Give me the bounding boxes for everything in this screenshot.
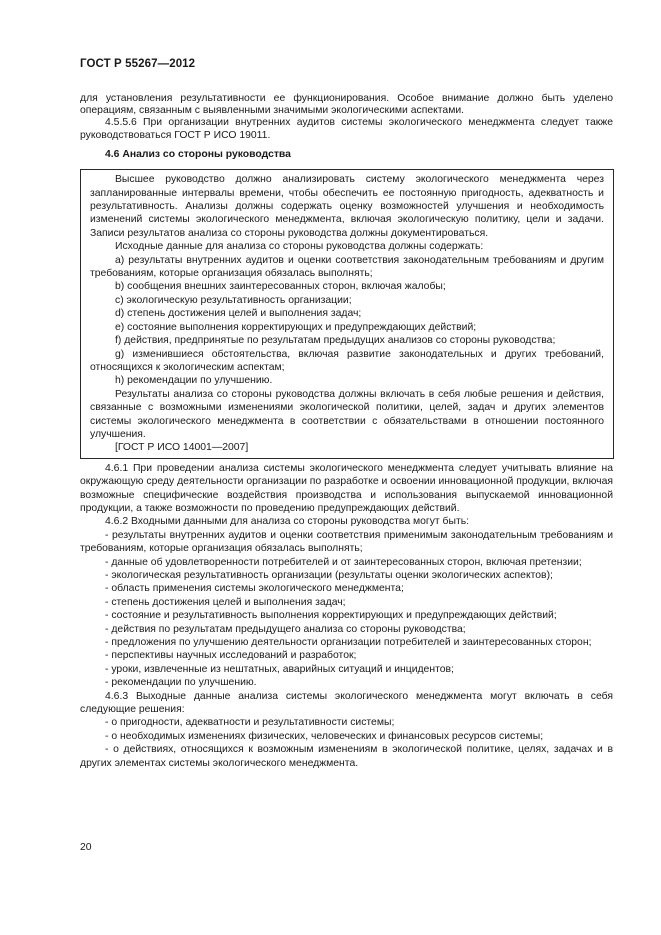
body-list-item: - действия по результатам предыдущего анализа со стороны руководства; [105,623,466,635]
page-number: 20 [80,842,92,853]
body-list-item: - состояние и результативность выполнения корректирующих и предупреждающих действий; [105,610,557,622]
body-list-item: - экологическая результативность организации (результаты оценки экологических аспектов); [105,570,553,581]
document-header: ГОСТ Р 55267—2012 [80,58,196,70]
box-list-item: a) результаты внутренних аудитов и оценки соответствия законодательным требованиям и другим требованиям, которые организация обязалась выполнять; [90,254,604,280]
body-list-item: - степень достижения целей и выполнения задач; [105,596,346,608]
box-list-item: d) степень достижения целей и выполнения задач; [115,308,362,320]
page-content [80,93,613,770]
intro-paragraph: 4.5.5.6 При организации внутренних аудитов системы экологического менеджмента следует также руководствоваться ГОСТ Р ИСО 19011. [80,117,613,141]
body-paragraph: 4.6.2 Входными данными для анализа со стороны руководства могут быть: [105,516,470,528]
box-list-item: f) действия, предпринятые по результатам предыдущих анализов со стороны руководства; [115,335,556,347]
box-list-item: c) экологическую результативность организации; [115,294,352,306]
box-list-item: h) рекомендации по улучшению. [115,375,273,387]
body-list-item: - уроки, извлеченные из нештатных, аварийных ситуаций и инцидентов; [105,663,454,675]
box-list-item: b) сообщения внешних заинтересованных сторон, включая жалобы; [115,281,446,293]
body-paragraph: 4.6.1 При проведении анализа системы экологического менеджмента следует учитывать влияние на окружающую среду деятельности организации по разработке и освоении инновационной продукции, включая возможные специфические воздействия производства и использования выпускаемой инновационной продукции, а также возможности по проведению предупреждающих действий. [80,462,613,514]
body-list-item: - данные об удовлетворенности потребителей и от заинтересованных сторон, включая претензии; [105,556,582,568]
box-paragraph: Высшее руководство должно анализировать систему экологического менеджмента через запланированные интервалы времени, чтобы обеспечить ее постоянную пригодность, адекватность и результативность. Анализы должны содержать оценку возможностей улучшения и необходимость изменений системы экологического менеджмента, включая экологическую политику, цели и задачи. Записи результатов анализа со стороны руководства должны документироваться. [90,174,604,239]
body-list-item: - о действиях, относящихся к возможным изменениям в экологической политике, целях, задачах и в других элементах системы экологического менеджмента. [80,744,613,769]
body-list-item: - рекомендации по улучшению. [105,677,257,689]
box-list-item: e) состояние выполнения корректирующих и предупреждающих действий; [115,321,477,333]
box-source-reference: [ГОСТ Р ИСО 14001—2007] [115,442,249,454]
section-title: 4.6 Анализ со стороны руководства [105,148,291,160]
body-list-item: - область применения системы экологического менеджмента; [105,583,404,595]
box-paragraph: Результаты анализа со стороны руководства должны включать в себя любые решения и действия, связанные с возможными изменениями экологической политики, целей, задач и других элементов системы экологического менеджмента в соответствии с обязательствами в отношении постоянного улучшения. [90,388,604,440]
quoted-standard-box [80,169,614,459]
body-list-item: - о пригодности, адекватности и результативности системы; [105,717,395,729]
box-paragraph: Исходные данные для анализа со стороны руководства должны содержать: [115,241,484,253]
body-list-item: - результаты внутренних аудитов и оценки соответствия применимым законодательным требованиям и требованиям, которые организация обязалась выполнять; [80,529,613,555]
intro-paragraph: для установления результативности ее функционирования. Особое внимание должно быть уделено операциям, связанным с выявленными значимыми экологическими аспектами. [80,93,613,117]
body-paragraph: 4.6.3 Выходные данные анализа системы экологического менеджмента могут включать в себя следующие решения: [80,690,613,716]
body-list-item: - предложения по улучшению деятельности организации потребителей и заинтересованных сторон; [105,637,592,649]
body-list-item: - о необходимых изменениях физических, человеческих и финансовых ресурсов системы; [105,730,544,742]
body-list-item: - перспективы научных исследований и разработок; [105,650,357,662]
box-list-item: g) изменившиеся обстоятельства, включая развитие законодательных и других требований, относящихся к экологическим аспектам; [90,348,604,373]
